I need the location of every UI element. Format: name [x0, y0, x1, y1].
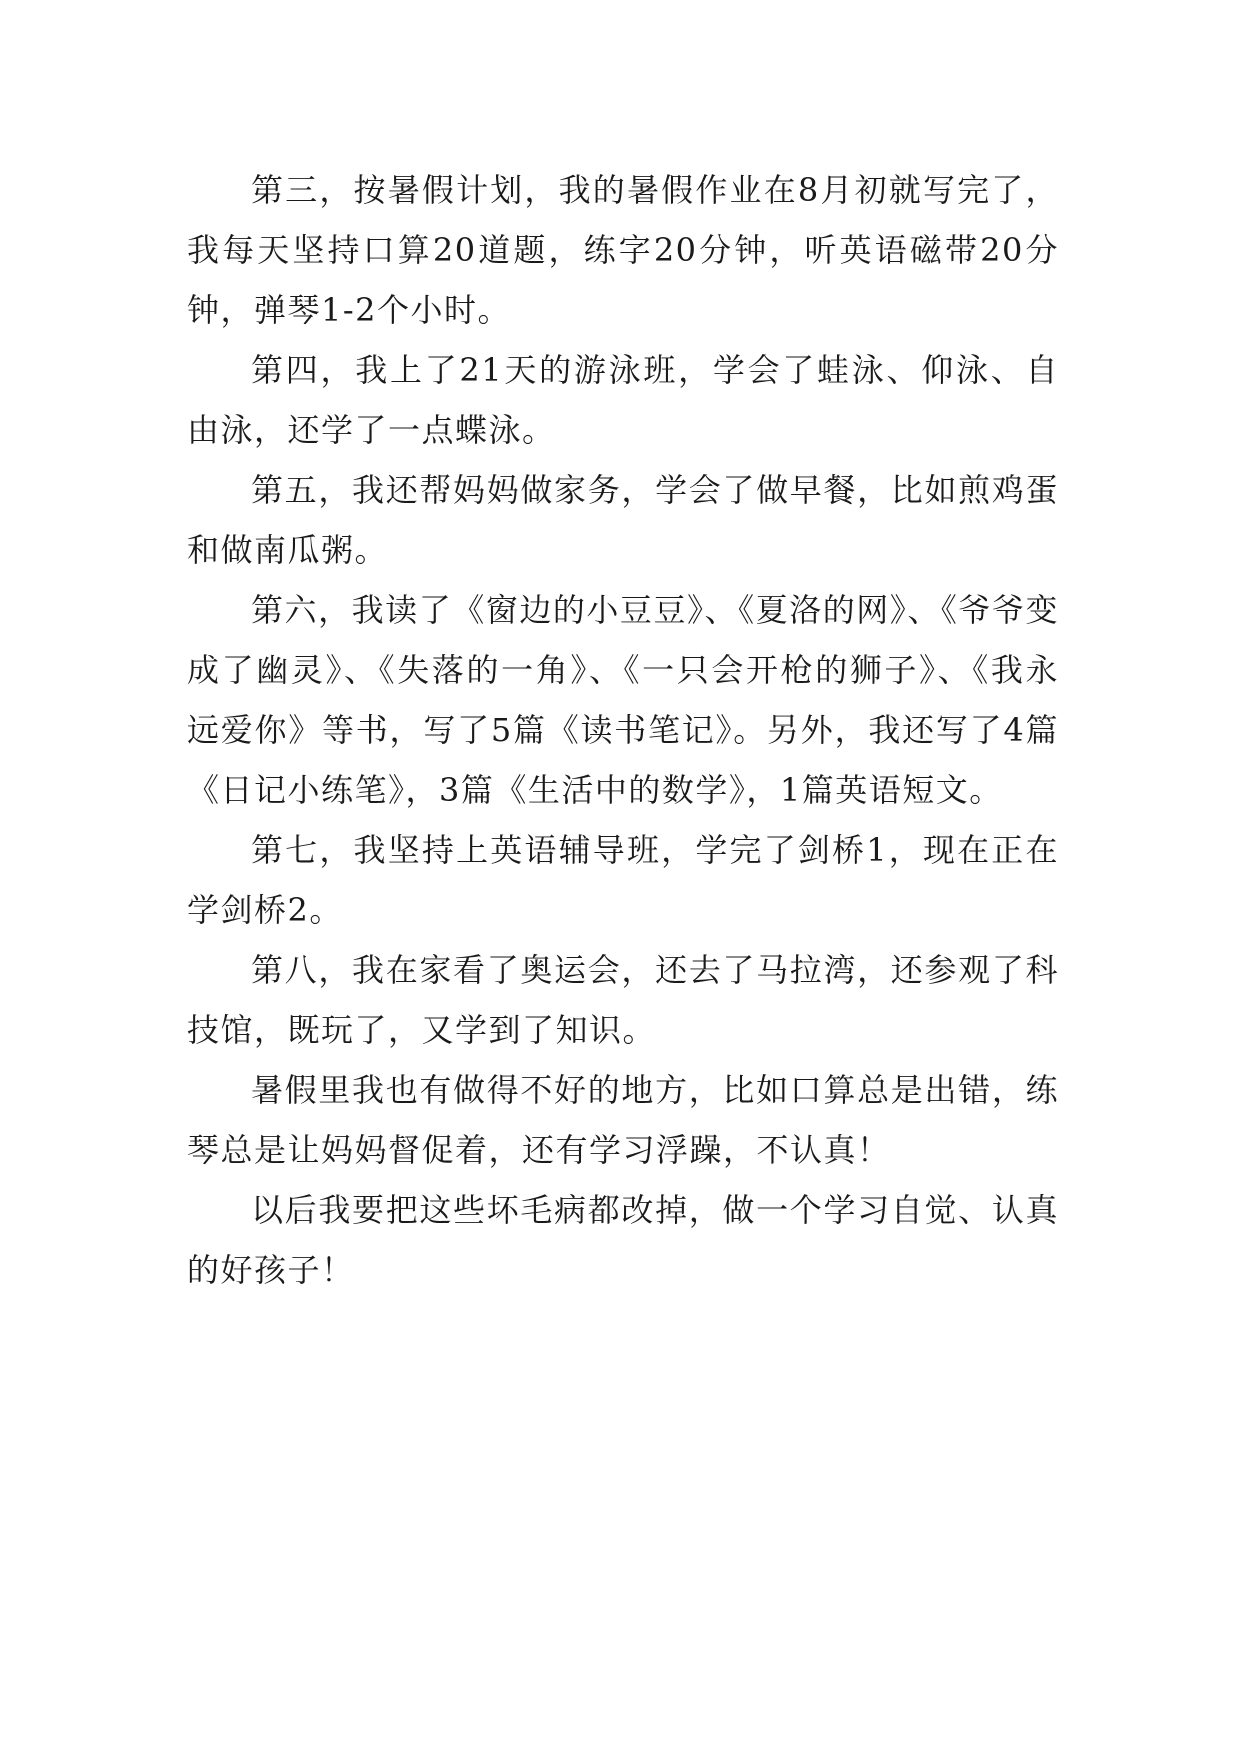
document-body	[187, 160, 1059, 1300]
paragraph-fifth: 第五，我还帮妈妈做家务，学会了做早餐，比如煎鸡蛋和做南瓜粥。	[187, 471, 1059, 569]
paragraph-sixth: 第六，我读了《窗边的小豆豆》、《夏洛的网》、《爷爷变成了幽灵》、《失落的一角》、《一只会开枪的狮子》、《我永远爱你》等书，写了5篇《读书笔记》。另外，我还写了4篇《日记小练笔》，3篇《生活中的数学》，1篇英语短文。	[187, 591, 1059, 809]
paragraph-seventh: 第七，我坚持上英语辅导班，学完了剑桥1，现在正在学剑桥2。	[187, 831, 1059, 929]
paragraph-eighth: 第八，我在家看了奥运会，还去了马拉湾，还参观了科技馆，既玩了，又学到了知识。	[187, 951, 1059, 1049]
paragraph-resolution: 以后我要把这些坏毛病都改掉，做一个学习自觉、认真的好孩子！	[187, 1191, 1059, 1289]
paragraph-shortcomings: 暑假里我也有做得不好的地方，比如口算总是出错，练琴总是让妈妈督促着，还有学习浮躁，不认真！	[187, 1071, 1059, 1169]
paragraph-fourth: 第四，我上了21天的游泳班，学会了蛙泳、仰泳、自由泳，还学了一点蝶泳。	[187, 351, 1059, 449]
paragraph-third: 第三，按暑假计划，我的暑假作业在8月初就写完了，我每天坚持口算20道题，练字20分钟，听英语磁带20分钟，弹琴1-2个小时。	[187, 171, 1059, 329]
